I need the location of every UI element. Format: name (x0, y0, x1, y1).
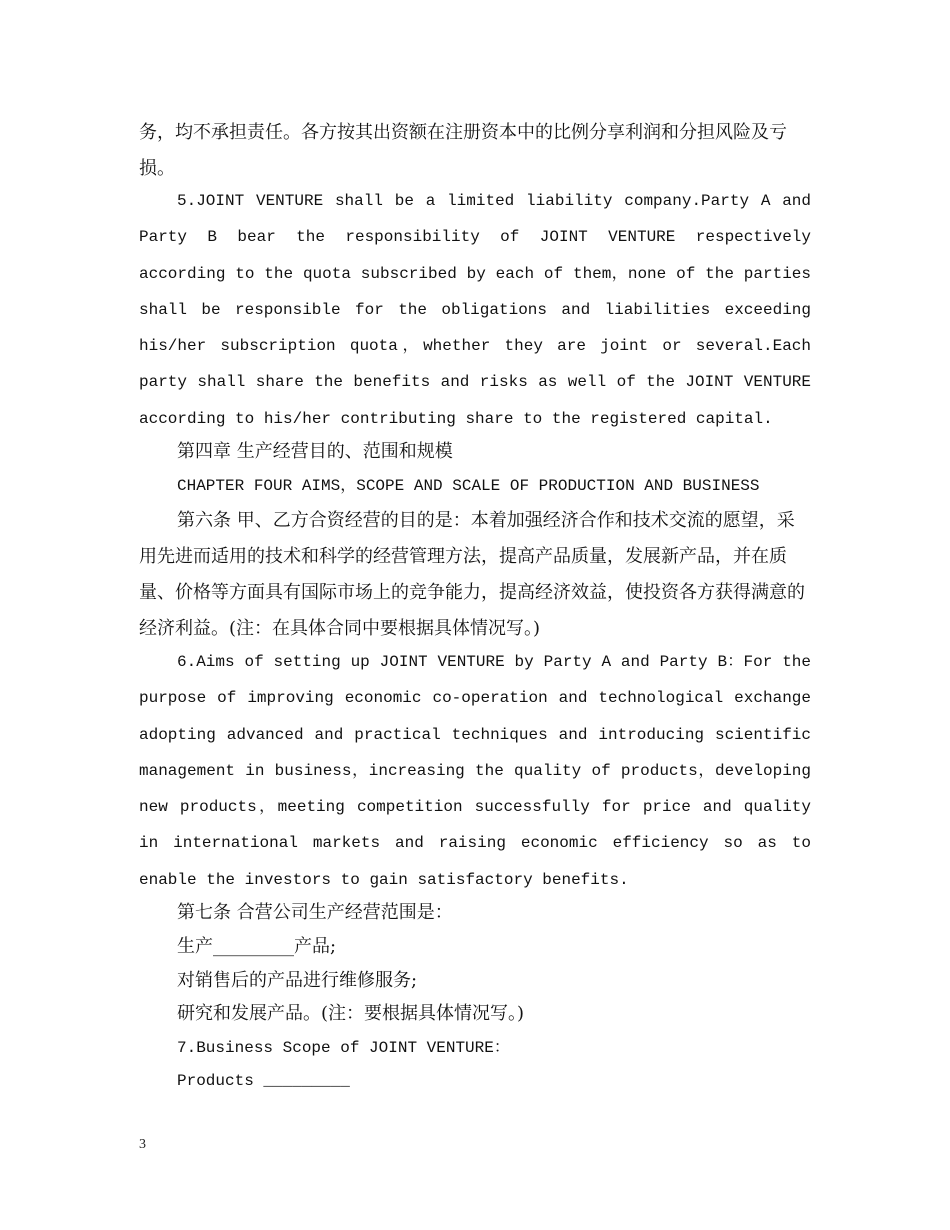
article-7-english-item-1: Products _________ (177, 1072, 350, 1090)
article-6-chinese: 第六条 甲、乙方合资经营的目的是：本着加强经济合作和技术交流的愿望，采用先进而适用的技术和科学的经营管理方法，提高产品质量，发展新产品，并在质量、价格等方面具有国际市场上的竞争能力，提高经济效益，使投资各方获得满意的经济利益。(注：在具体合同中要根据具体情况写。) (139, 510, 805, 639)
paragraph-continued: 务，均不承担责任。各方按其出资额在注册资本中的比例分享利润和分担风险及亏损。 (139, 122, 787, 179)
paragraph-5-english: 5.JOINT VENTURE shall be a limited liability company.Party A and Party B bear the responsibility of JOINT VENTURE respectively according to the quota subscribed by each of them，none of the parties shall be responsible for the obligations and liabilities exceeding his/her subscription quota，whether they are joint or several.Each party shall share the benefits and risks as well of the JOINT VENTURE according to his/her contributing share to the registered capital. (139, 192, 811, 428)
article-7-heading-chinese: 第七条 合营公司生产经营范围是： (177, 902, 453, 923)
article-7-item-3: 研究和发展产品。(注：要根据具体情况写。) (177, 1003, 525, 1024)
article-6-english: 6.Aims of setting up JOINT VENTURE by Party A and Party B：For the purpose of improving economic co-operation and technological exchange adopting advanced and practical techniques and introducing scientific management in business，increasing the quality of products，developing new products，meeting competition successfully for price and quality in international markets and raising economic efficiency so as to enable the investors to gain satisfactory benefits. (139, 653, 811, 889)
article-7-item-2: 对销售后的产品进行维修服务; (177, 970, 418, 991)
chapter-4-heading-english: CHAPTER FOUR AIMS，SCOPE AND SCALE OF PRODUCTION AND BUSINESS (177, 477, 760, 495)
page-number: 3 (139, 1137, 146, 1152)
article-7-heading-english: 7.Business Scope of JOINT VENTURE： (177, 1039, 510, 1057)
article-7-item-1: 生产_________产品; (177, 936, 337, 957)
chapter-4-heading-chinese: 第四章 生产经营目的、范围和规模 (177, 441, 453, 462)
